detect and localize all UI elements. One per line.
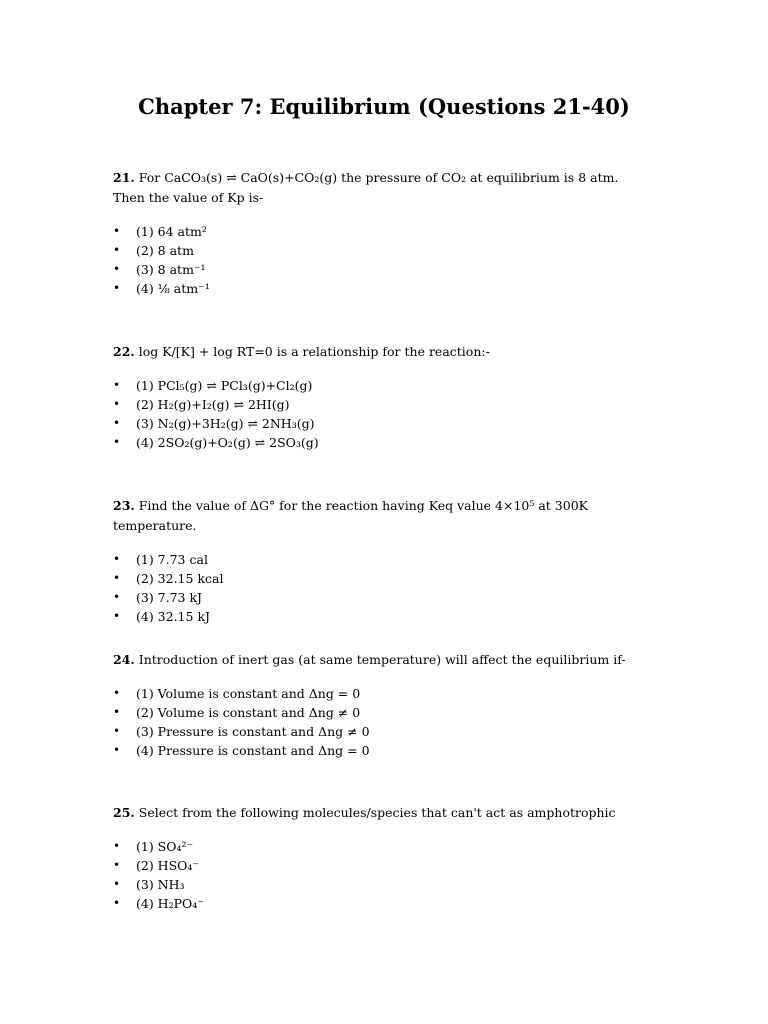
option-text: (2) 8 atm xyxy=(136,243,194,258)
option-item xyxy=(113,376,653,395)
option-item xyxy=(113,222,653,241)
question-number: 25. xyxy=(113,805,135,820)
option-list xyxy=(113,376,653,452)
question-number: 22. xyxy=(113,344,135,359)
option-item xyxy=(113,607,653,626)
option-text: (3) Pressure is constant and Δng ≠ 0 xyxy=(136,724,370,739)
option-item xyxy=(113,433,653,452)
question-text: Select from the following molecules/species that can't act as amphotrophic xyxy=(138,805,616,820)
option-list xyxy=(113,837,653,913)
option-text: (1) 7.73 cal xyxy=(136,552,208,567)
option-text: (3) N₂(g)+3H₂(g) ⇌ 2NH₃(g) xyxy=(136,416,315,431)
option-list xyxy=(113,550,653,626)
option-text: (1) Volume is constant and Δng = 0 xyxy=(136,686,361,701)
bullet-icon: • xyxy=(113,378,121,392)
option-item xyxy=(113,550,653,569)
option-item xyxy=(113,703,653,722)
option-text: (1) SO₄²⁻ xyxy=(136,839,194,854)
option-item xyxy=(113,837,653,856)
bullet-icon: • xyxy=(113,224,121,238)
bullet-icon: • xyxy=(113,416,121,430)
question-23 xyxy=(113,496,653,626)
option-text: (3) NH₃ xyxy=(136,877,185,892)
bullet-icon: • xyxy=(113,552,121,566)
option-text: (2) HSO₄⁻ xyxy=(136,858,200,873)
bullet-icon: • xyxy=(113,435,121,449)
bullet-icon: • xyxy=(113,590,121,604)
question-22 xyxy=(113,342,653,452)
option-item xyxy=(113,894,653,913)
bullet-icon: • xyxy=(113,397,121,411)
question-number: 23. xyxy=(113,498,135,513)
bullet-icon: • xyxy=(113,724,121,738)
bullet-icon: • xyxy=(113,858,121,872)
option-item xyxy=(113,241,653,260)
option-item xyxy=(113,569,653,588)
option-text: (4) H₂PO₄⁻ xyxy=(136,896,204,911)
question-stem xyxy=(113,168,653,208)
question-number: 21. xyxy=(113,170,135,185)
option-item xyxy=(113,279,653,298)
bullet-icon: • xyxy=(113,896,121,910)
option-text: (2) Volume is constant and Δng ≠ 0 xyxy=(136,705,361,720)
question-text: For CaCO₃(s) ⇌ CaO(s)+CO₂(g) the pressure of CO₂ at equilibrium is 8 atm. Then the value of Kp is- xyxy=(113,170,619,205)
bullet-icon: • xyxy=(113,262,121,276)
bullet-icon: • xyxy=(113,839,121,853)
question-text: Find the value of ΔG° for the reaction having Keq value 4×10⁵ at 300K temperature. xyxy=(113,498,588,533)
question-stem xyxy=(113,496,653,536)
question-stem xyxy=(113,342,653,362)
page-title: Chapter 7: Equilibrium (Questions 21-40) xyxy=(138,94,630,119)
bullet-icon: • xyxy=(113,743,121,757)
option-text: (2) H₂(g)+I₂(g) ⇌ 2HI(g) xyxy=(136,397,290,412)
bullet-icon: • xyxy=(113,609,121,623)
question-25 xyxy=(113,803,653,913)
option-text: (4) 32.15 kJ xyxy=(136,609,211,624)
bullet-icon: • xyxy=(113,705,121,719)
option-item xyxy=(113,414,653,433)
option-item xyxy=(113,741,653,760)
option-text: (4) ⅛ atm⁻¹ xyxy=(136,281,210,296)
question-number: 24. xyxy=(113,652,135,667)
option-text: (3) 7.73 kJ xyxy=(136,590,203,605)
bullet-icon: • xyxy=(113,877,121,891)
option-item xyxy=(113,260,653,279)
question-text: Introduction of inert gas (at same temperature) will affect the equilibrium if- xyxy=(138,652,626,667)
question-stem xyxy=(113,650,653,670)
option-item xyxy=(113,856,653,875)
question-21 xyxy=(113,168,653,298)
option-text: (3) 8 atm⁻¹ xyxy=(136,262,206,277)
option-list xyxy=(113,684,653,760)
option-item xyxy=(113,395,653,414)
option-item xyxy=(113,684,653,703)
question-24 xyxy=(113,650,653,760)
option-text: (4) Pressure is constant and Δng = 0 xyxy=(136,743,370,758)
option-item xyxy=(113,722,653,741)
option-text: (1) PCl₅(g) ⇌ PCl₃(g)+Cl₂(g) xyxy=(136,378,313,393)
bullet-icon: • xyxy=(113,571,121,585)
option-text: (2) 32.15 kcal xyxy=(136,571,224,586)
bullet-icon: • xyxy=(113,281,121,295)
option-item xyxy=(113,875,653,894)
bullet-icon: • xyxy=(113,686,121,700)
option-list xyxy=(113,222,653,298)
option-item xyxy=(113,588,653,607)
question-text: log K/[K] + log RT=0 is a relationship for the reaction:- xyxy=(138,344,490,359)
option-text: (1) 64 atm² xyxy=(136,224,207,239)
bullet-icon: • xyxy=(113,243,121,257)
option-text: (4) 2SO₂(g)+O₂(g) ⇌ 2SO₃(g) xyxy=(136,435,319,450)
question-stem xyxy=(113,803,653,823)
